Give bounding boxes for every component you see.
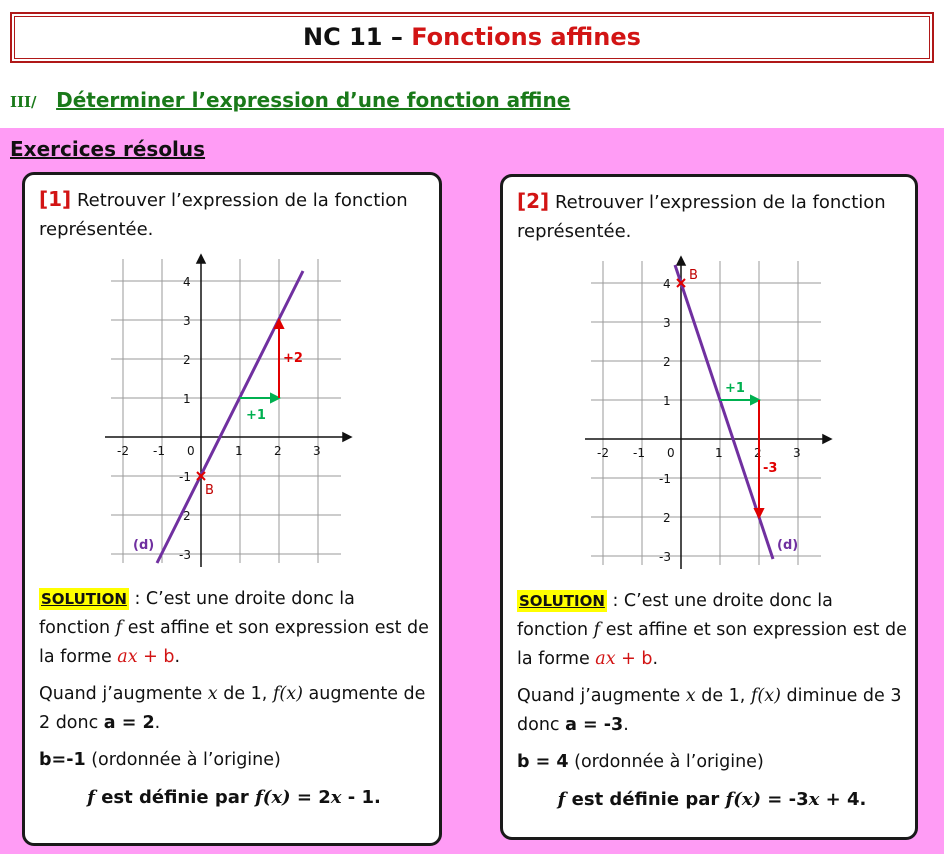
form-ax: ax — [117, 647, 138, 667]
point-b-label: B — [205, 483, 214, 498]
solution-final — [39, 783, 429, 812]
final-x: x — [330, 787, 342, 808]
form-ax: ax — [595, 649, 616, 669]
final-x: x — [808, 789, 820, 810]
solution-f: f — [593, 620, 601, 640]
section-heading — [10, 88, 570, 112]
y-tick: 2 — [183, 509, 191, 523]
x-tick: 2 — [754, 446, 762, 460]
form-b: + b — [137, 647, 175, 667]
period: . — [174, 647, 181, 667]
y-tick: 4 — [663, 277, 671, 291]
period: . — [154, 713, 161, 733]
page-title — [10, 12, 934, 63]
x-tick: 0 — [667, 446, 675, 460]
var-fx: f(x) — [272, 684, 303, 704]
exercise-2-tag: [2] — [517, 189, 550, 213]
point-b-label: B — [689, 268, 698, 283]
solution-badge: SOLUTION — [519, 592, 605, 610]
value-b: b = 4 — [517, 752, 569, 772]
exercise-1-question — [39, 185, 419, 244]
final-text: est définie par — [94, 787, 256, 808]
value-a: a = 2 — [103, 713, 155, 733]
var-x: x — [207, 684, 218, 704]
x-tick: 3 — [313, 444, 321, 458]
exercise-2-question — [517, 187, 897, 246]
title-dash: – — [390, 23, 403, 51]
y-tick: 3 — [663, 316, 671, 330]
x-tick: 2 — [274, 444, 282, 458]
solution-text: Quand j’augmente — [39, 684, 208, 704]
step-x-arrow — [720, 396, 759, 404]
axes — [585, 257, 831, 569]
solution-step-b — [39, 746, 429, 775]
x-tick: 3 — [793, 446, 801, 460]
y-tick: -1 — [659, 472, 671, 486]
period: . — [652, 649, 659, 669]
final-text: = 2 — [290, 787, 331, 808]
exercise-2-solution — [517, 587, 907, 814]
solution-text: Quand j’augmente — [517, 686, 686, 706]
solution-step-a — [39, 680, 429, 738]
exercises-title: Exercices résolus — [10, 137, 206, 161]
exercise-card-2 — [500, 174, 918, 840]
x-tick: -2 — [597, 446, 609, 460]
final-f: f — [557, 789, 566, 810]
solution-text: (ordonnée à l’origine) — [85, 750, 281, 770]
form-b: + b — [615, 649, 653, 669]
solution-text: de 1, — [695, 686, 751, 706]
x-tick-labels — [117, 444, 321, 458]
solution-text: de 1, — [217, 684, 273, 704]
final-text: = -3 — [761, 789, 809, 810]
line-d — [157, 271, 303, 563]
y-tick: -1 — [179, 470, 191, 484]
solution-f: f — [115, 618, 123, 638]
y-tick: 4 — [183, 275, 191, 289]
exercise-2-question-text: Retrouver l’expression de la fonction représentée. — [517, 192, 886, 242]
x-tick: 1 — [715, 446, 723, 460]
solution-text: (ordonnée à l’origine) — [568, 752, 764, 772]
y-tick: -3 — [179, 548, 191, 562]
x-tick: -1 — [633, 446, 645, 460]
y-tick-labels — [659, 277, 671, 564]
var-fx: f(x) — [750, 686, 781, 706]
x-tick: 0 — [187, 444, 195, 458]
grid — [591, 261, 821, 565]
exercise-2-graph — [581, 253, 841, 573]
solution-intro — [517, 587, 907, 674]
form-expression — [595, 649, 652, 669]
y-tick: 3 — [183, 314, 191, 328]
solution-badge: SOLUTION — [41, 590, 127, 608]
y-tick: 1 — [663, 394, 671, 408]
title-subject: Fonctions affines — [411, 23, 641, 51]
exercise-card-1 — [22, 172, 442, 846]
solution-step-b — [517, 748, 907, 777]
final-text: + 4. — [819, 789, 867, 810]
exercise-1-question-text: Retrouver l’expression de la fonction représentée. — [39, 190, 408, 240]
exercise-1-graph — [101, 251, 361, 571]
form-expression — [117, 647, 174, 667]
x-tick-labels — [597, 446, 801, 460]
solution-text: est affine et son expression est de la forme — [517, 620, 907, 669]
x-tick: 1 — [235, 444, 243, 458]
exercise-1-tag: [1] — [39, 187, 72, 211]
y-tick: 2 — [663, 355, 671, 369]
step-x-label: +1 — [725, 381, 745, 396]
section-title: Déterminer l’expression d’une fonction affine — [56, 88, 571, 112]
solution-text: augmente de 2 donc — [39, 684, 426, 733]
step-y-label: -3 — [763, 461, 778, 476]
var-x: x — [685, 686, 696, 706]
section-number: III/ — [10, 93, 37, 111]
step-y-label: +2 — [283, 351, 303, 366]
exercise-1-solution — [39, 585, 429, 812]
solution-text: diminue de 3 donc — [517, 686, 902, 735]
solution-text: : C’est une droite donc la fonction — [39, 589, 355, 638]
solution-intro — [39, 585, 429, 672]
period: . — [623, 715, 629, 735]
y-tick: 2 — [663, 511, 671, 525]
grid — [111, 259, 341, 563]
y-tick-labels — [179, 275, 191, 562]
final-fx: f(x) — [255, 787, 291, 808]
value-a: a = -3 — [565, 715, 624, 735]
title-code: NC 11 — [303, 23, 383, 51]
final-text: est définie par — [565, 789, 726, 810]
solution-text: est affine et son expression est de la forme — [39, 618, 429, 667]
final-fx: f(x) — [725, 789, 762, 810]
line-d-label: (d) — [777, 538, 799, 553]
x-tick: -1 — [153, 444, 165, 458]
y-tick: 2 — [183, 353, 191, 367]
axes — [105, 255, 351, 567]
step-x-label: +1 — [246, 408, 266, 423]
solution-text: : C’est une droite donc la fonction — [517, 591, 833, 640]
final-f: f — [87, 787, 95, 808]
solution-final — [517, 785, 907, 814]
x-tick: -2 — [117, 444, 129, 458]
step-x-arrow — [240, 394, 279, 402]
line-d-label: (d) — [133, 538, 155, 553]
final-text: - 1. — [341, 787, 381, 808]
y-tick: 1 — [183, 392, 191, 406]
value-b: b=-1 — [39, 750, 86, 770]
solution-step-a — [517, 682, 907, 740]
y-tick: -3 — [659, 550, 671, 564]
